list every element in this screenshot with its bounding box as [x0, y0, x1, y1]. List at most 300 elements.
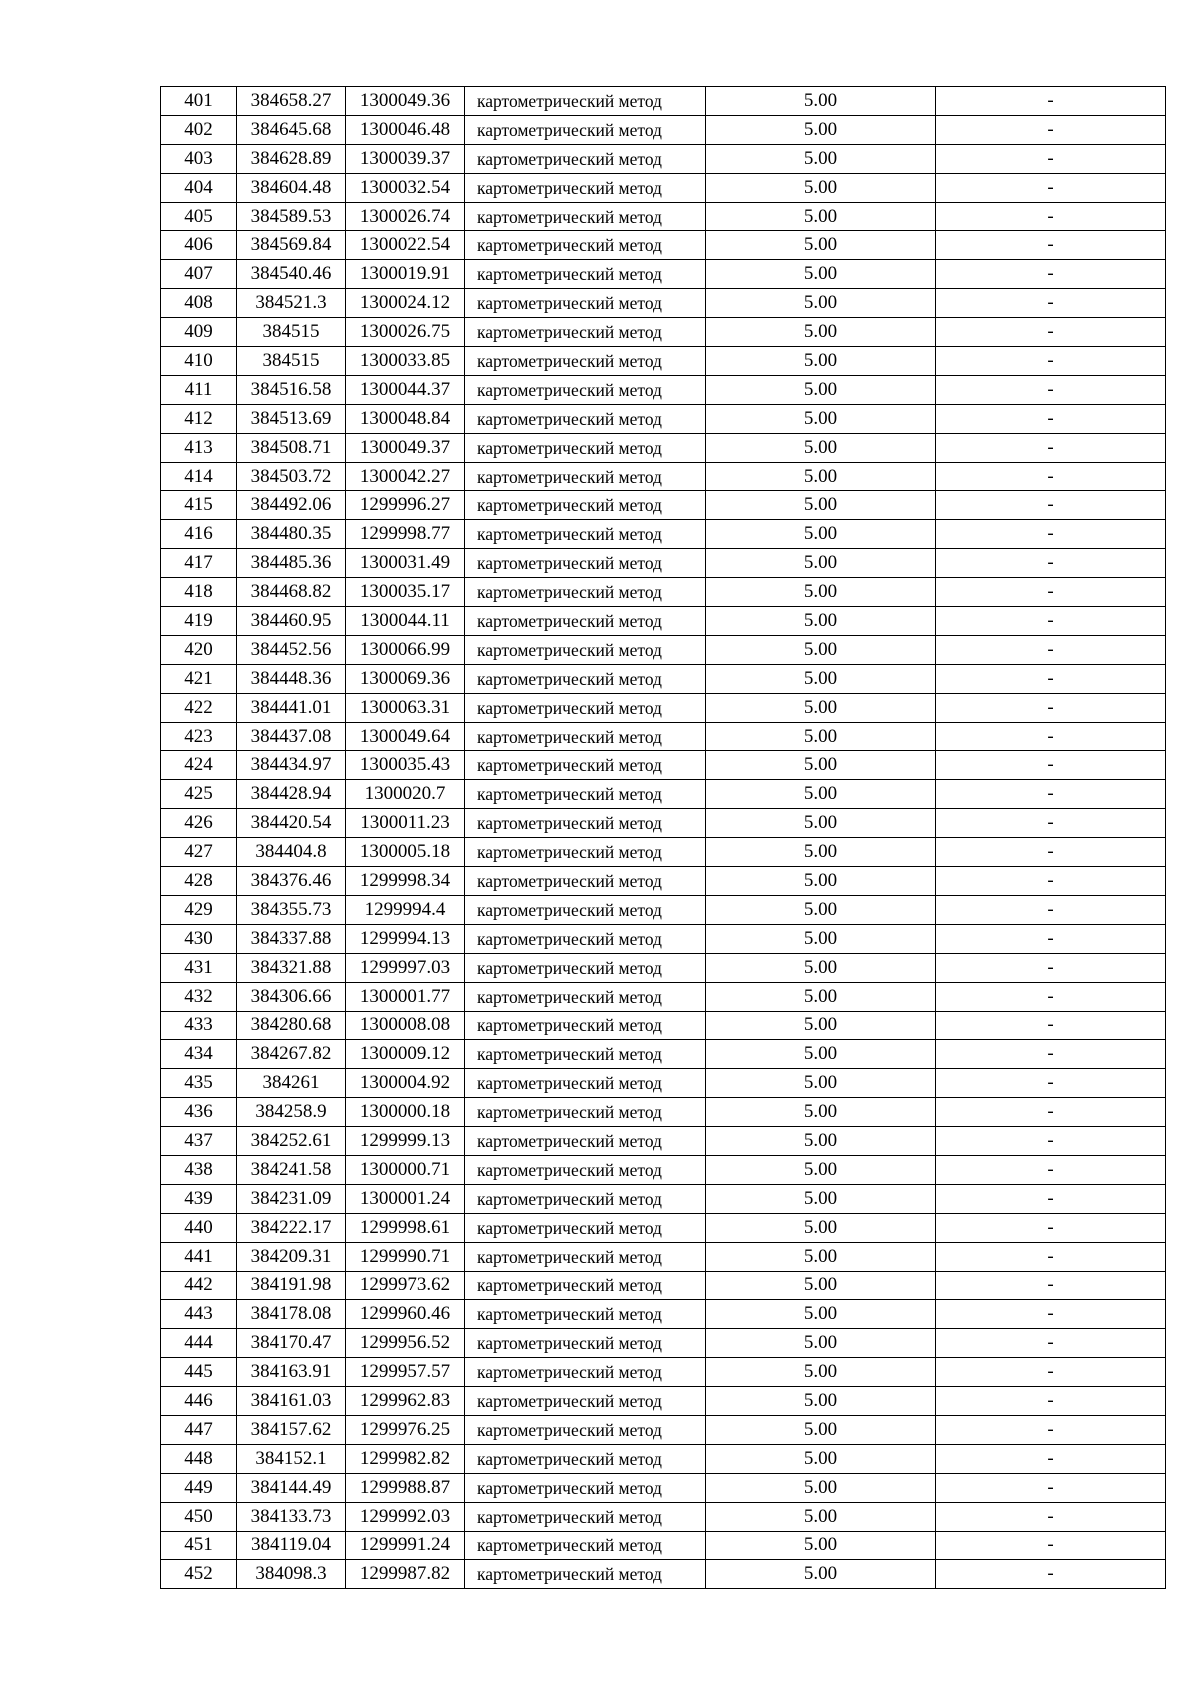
- y-coordinate-cell: 1299998.34: [346, 867, 465, 896]
- note-cell: -: [936, 173, 1166, 202]
- x-coordinate-cell: 384321.88: [237, 953, 346, 982]
- y-coordinate-cell: 1300033.85: [346, 347, 465, 376]
- table-row: [161, 1155, 1166, 1184]
- note-cell: -: [936, 1329, 1166, 1358]
- method-cell: картометрический метод: [465, 1271, 706, 1300]
- note-cell: -: [936, 1242, 1166, 1271]
- y-coordinate-cell: 1300011.23: [346, 809, 465, 838]
- table-row: [161, 433, 1166, 462]
- accuracy-cell: 5.00: [706, 1213, 936, 1242]
- point-number-cell: 402: [161, 115, 237, 144]
- method-cell: картометрический метод: [465, 1329, 706, 1358]
- method-cell: картометрический метод: [465, 202, 706, 231]
- table-row: [161, 1011, 1166, 1040]
- point-number-cell: 412: [161, 404, 237, 433]
- y-coordinate-cell: 1300001.77: [346, 982, 465, 1011]
- accuracy-cell: 5.00: [706, 347, 936, 376]
- method-cell: картометрический метод: [465, 1242, 706, 1271]
- note-cell: -: [936, 1415, 1166, 1444]
- method-cell: картометрический метод: [465, 1011, 706, 1040]
- y-coordinate-cell: 1299994.4: [346, 895, 465, 924]
- y-coordinate-cell: 1300049.37: [346, 433, 465, 462]
- table-row: [161, 635, 1166, 664]
- table-row: [161, 1098, 1166, 1127]
- accuracy-cell: 5.00: [706, 1560, 936, 1589]
- method-cell: картометрический метод: [465, 780, 706, 809]
- x-coordinate-cell: 384241.58: [237, 1155, 346, 1184]
- accuracy-cell: 5.00: [706, 578, 936, 607]
- table-row: [161, 838, 1166, 867]
- x-coordinate-cell: 384569.84: [237, 231, 346, 260]
- table-row: [161, 1040, 1166, 1069]
- point-number-cell: 438: [161, 1155, 237, 1184]
- y-coordinate-cell: 1300048.84: [346, 404, 465, 433]
- y-coordinate-cell: 1299973.62: [346, 1271, 465, 1300]
- note-cell: -: [936, 1069, 1166, 1098]
- y-coordinate-cell: 1300005.18: [346, 838, 465, 867]
- table-row: [161, 867, 1166, 896]
- method-cell: картометрический метод: [465, 867, 706, 896]
- table-row: [161, 520, 1166, 549]
- note-cell: -: [936, 375, 1166, 404]
- table-row: [161, 1069, 1166, 1098]
- table-row: [161, 1502, 1166, 1531]
- method-cell: картометрический метод: [465, 289, 706, 318]
- note-cell: -: [936, 1502, 1166, 1531]
- y-coordinate-cell: 1300019.91: [346, 260, 465, 289]
- x-coordinate-cell: 384480.35: [237, 520, 346, 549]
- table-row: [161, 173, 1166, 202]
- x-coordinate-cell: 384485.36: [237, 549, 346, 578]
- method-cell: картометрический метод: [465, 1098, 706, 1127]
- y-coordinate-cell: 1300032.54: [346, 173, 465, 202]
- accuracy-cell: 5.00: [706, 1531, 936, 1560]
- table-row: [161, 1560, 1166, 1589]
- y-coordinate-cell: 1300039.37: [346, 144, 465, 173]
- note-cell: -: [936, 491, 1166, 520]
- y-coordinate-cell: 1299991.24: [346, 1531, 465, 1560]
- table-row: [161, 1127, 1166, 1156]
- table-row: [161, 1387, 1166, 1416]
- accuracy-cell: 5.00: [706, 1300, 936, 1329]
- point-number-cell: 448: [161, 1444, 237, 1473]
- table-row: [161, 1531, 1166, 1560]
- point-number-cell: 406: [161, 231, 237, 260]
- note-cell: -: [936, 202, 1166, 231]
- point-number-cell: 442: [161, 1271, 237, 1300]
- x-coordinate-cell: 384508.71: [237, 433, 346, 462]
- y-coordinate-cell: 1300020.7: [346, 780, 465, 809]
- note-cell: -: [936, 693, 1166, 722]
- note-cell: -: [936, 1444, 1166, 1473]
- x-coordinate-cell: 384209.31: [237, 1242, 346, 1271]
- y-coordinate-cell: 1300063.31: [346, 693, 465, 722]
- method-cell: картометрический метод: [465, 1069, 706, 1098]
- method-cell: картометрический метод: [465, 578, 706, 607]
- point-number-cell: 427: [161, 838, 237, 867]
- note-cell: -: [936, 1473, 1166, 1502]
- point-number-cell: 410: [161, 347, 237, 376]
- table-row: [161, 1329, 1166, 1358]
- x-coordinate-cell: 384515: [237, 318, 346, 347]
- y-coordinate-cell: 1300044.11: [346, 607, 465, 636]
- x-coordinate-cell: 384515: [237, 347, 346, 376]
- y-coordinate-cell: 1299998.77: [346, 520, 465, 549]
- accuracy-cell: 5.00: [706, 607, 936, 636]
- point-number-cell: 433: [161, 1011, 237, 1040]
- accuracy-cell: 5.00: [706, 289, 936, 318]
- y-coordinate-cell: 1300024.12: [346, 289, 465, 318]
- note-cell: -: [936, 664, 1166, 693]
- x-coordinate-cell: 384144.49: [237, 1473, 346, 1502]
- table-row: [161, 1473, 1166, 1502]
- table-row: [161, 607, 1166, 636]
- accuracy-cell: 5.00: [706, 1155, 936, 1184]
- point-number-cell: 421: [161, 664, 237, 693]
- point-number-cell: 441: [161, 1242, 237, 1271]
- point-number-cell: 449: [161, 1473, 237, 1502]
- table-row: [161, 924, 1166, 953]
- method-cell: картометрический метод: [465, 462, 706, 491]
- x-coordinate-cell: 384191.98: [237, 1271, 346, 1300]
- note-cell: -: [936, 838, 1166, 867]
- point-number-cell: 414: [161, 462, 237, 491]
- method-cell: картометрический метод: [465, 260, 706, 289]
- table-row: [161, 1358, 1166, 1387]
- table-row: [161, 144, 1166, 173]
- table-row: [161, 1300, 1166, 1329]
- note-cell: -: [936, 751, 1166, 780]
- method-cell: картометрический метод: [465, 433, 706, 462]
- accuracy-cell: 5.00: [706, 982, 936, 1011]
- method-cell: картометрический метод: [465, 1473, 706, 1502]
- x-coordinate-cell: 384441.01: [237, 693, 346, 722]
- y-coordinate-cell: 1300046.48: [346, 115, 465, 144]
- y-coordinate-cell: 1300042.27: [346, 462, 465, 491]
- note-cell: -: [936, 1560, 1166, 1589]
- accuracy-cell: 5.00: [706, 1329, 936, 1358]
- table-row: [161, 1444, 1166, 1473]
- x-coordinate-cell: 384628.89: [237, 144, 346, 173]
- accuracy-cell: 5.00: [706, 780, 936, 809]
- x-coordinate-cell: 384231.09: [237, 1184, 346, 1213]
- accuracy-cell: 5.00: [706, 1098, 936, 1127]
- accuracy-cell: 5.00: [706, 231, 936, 260]
- accuracy-cell: 5.00: [706, 751, 936, 780]
- table-row: [161, 953, 1166, 982]
- note-cell: -: [936, 231, 1166, 260]
- accuracy-cell: 5.00: [706, 491, 936, 520]
- point-number-cell: 420: [161, 635, 237, 664]
- table-row: [161, 693, 1166, 722]
- x-coordinate-cell: 384376.46: [237, 867, 346, 896]
- note-cell: -: [936, 1387, 1166, 1416]
- x-coordinate-cell: 384161.03: [237, 1387, 346, 1416]
- table-row: [161, 231, 1166, 260]
- method-cell: картометрический метод: [465, 144, 706, 173]
- point-number-cell: 404: [161, 173, 237, 202]
- point-number-cell: 450: [161, 1502, 237, 1531]
- accuracy-cell: 5.00: [706, 144, 936, 173]
- x-coordinate-cell: 384267.82: [237, 1040, 346, 1069]
- point-number-cell: 432: [161, 982, 237, 1011]
- accuracy-cell: 5.00: [706, 1358, 936, 1387]
- note-cell: -: [936, 87, 1166, 116]
- x-coordinate-cell: 384448.36: [237, 664, 346, 693]
- table-row: [161, 1184, 1166, 1213]
- method-cell: картометрический метод: [465, 520, 706, 549]
- accuracy-cell: 5.00: [706, 924, 936, 953]
- y-coordinate-cell: 1299956.52: [346, 1329, 465, 1358]
- point-number-cell: 411: [161, 375, 237, 404]
- point-number-cell: 418: [161, 578, 237, 607]
- note-cell: -: [936, 1184, 1166, 1213]
- note-cell: -: [936, 635, 1166, 664]
- table-row: [161, 1415, 1166, 1444]
- point-number-cell: 429: [161, 895, 237, 924]
- y-coordinate-cell: 1300001.24: [346, 1184, 465, 1213]
- table-row: [161, 809, 1166, 838]
- method-cell: картометрический метод: [465, 693, 706, 722]
- note-cell: -: [936, 1531, 1166, 1560]
- method-cell: картометрический метод: [465, 1387, 706, 1416]
- note-cell: -: [936, 722, 1166, 751]
- note-cell: -: [936, 1213, 1166, 1242]
- x-coordinate-cell: 384157.62: [237, 1415, 346, 1444]
- point-number-cell: 451: [161, 1531, 237, 1560]
- method-cell: картометрический метод: [465, 607, 706, 636]
- x-coordinate-cell: 384355.73: [237, 895, 346, 924]
- accuracy-cell: 5.00: [706, 433, 936, 462]
- accuracy-cell: 5.00: [706, 87, 936, 116]
- method-cell: картометрический метод: [465, 173, 706, 202]
- table-row: [161, 1213, 1166, 1242]
- accuracy-cell: 5.00: [706, 1387, 936, 1416]
- note-cell: -: [936, 115, 1166, 144]
- y-coordinate-cell: 1299982.82: [346, 1444, 465, 1473]
- note-cell: -: [936, 1358, 1166, 1387]
- x-coordinate-cell: 384437.08: [237, 722, 346, 751]
- table-row: [161, 751, 1166, 780]
- point-number-cell: 425: [161, 780, 237, 809]
- x-coordinate-cell: 384163.91: [237, 1358, 346, 1387]
- point-number-cell: 447: [161, 1415, 237, 1444]
- x-coordinate-cell: 384252.61: [237, 1127, 346, 1156]
- point-number-cell: 430: [161, 924, 237, 953]
- y-coordinate-cell: 1300035.17: [346, 578, 465, 607]
- point-number-cell: 408: [161, 289, 237, 318]
- method-cell: картометрический метод: [465, 404, 706, 433]
- note-cell: -: [936, 1040, 1166, 1069]
- note-cell: -: [936, 1271, 1166, 1300]
- method-cell: картометрический метод: [465, 924, 706, 953]
- method-cell: картометрический метод: [465, 1502, 706, 1531]
- y-coordinate-cell: 1299994.13: [346, 924, 465, 953]
- accuracy-cell: 5.00: [706, 375, 936, 404]
- method-cell: картометрический метод: [465, 347, 706, 376]
- point-number-cell: 415: [161, 491, 237, 520]
- point-number-cell: 437: [161, 1127, 237, 1156]
- accuracy-cell: 5.00: [706, 895, 936, 924]
- note-cell: -: [936, 895, 1166, 924]
- x-coordinate-cell: 384452.56: [237, 635, 346, 664]
- point-number-cell: 452: [161, 1560, 237, 1589]
- method-cell: картометрический метод: [465, 1127, 706, 1156]
- point-number-cell: 409: [161, 318, 237, 347]
- table-row: [161, 982, 1166, 1011]
- y-coordinate-cell: 1300069.36: [346, 664, 465, 693]
- point-number-cell: 426: [161, 809, 237, 838]
- y-coordinate-cell: 1300035.43: [346, 751, 465, 780]
- y-coordinate-cell: 1299996.27: [346, 491, 465, 520]
- accuracy-cell: 5.00: [706, 1444, 936, 1473]
- y-coordinate-cell: 1299957.57: [346, 1358, 465, 1387]
- accuracy-cell: 5.00: [706, 115, 936, 144]
- accuracy-cell: 5.00: [706, 404, 936, 433]
- method-cell: картометрический метод: [465, 953, 706, 982]
- table-row: [161, 722, 1166, 751]
- x-coordinate-cell: 384428.94: [237, 780, 346, 809]
- note-cell: -: [936, 1098, 1166, 1127]
- point-number-cell: 417: [161, 549, 237, 578]
- method-cell: картометрический метод: [465, 1531, 706, 1560]
- y-coordinate-cell: 1299988.87: [346, 1473, 465, 1502]
- x-coordinate-cell: 384604.48: [237, 173, 346, 202]
- y-coordinate-cell: 1300066.99: [346, 635, 465, 664]
- x-coordinate-cell: 384152.1: [237, 1444, 346, 1473]
- table-row: [161, 1271, 1166, 1300]
- point-number-cell: 424: [161, 751, 237, 780]
- x-coordinate-cell: 384645.68: [237, 115, 346, 144]
- coordinates-table-body: [161, 87, 1166, 1589]
- accuracy-cell: 5.00: [706, 635, 936, 664]
- method-cell: картометрический метод: [465, 751, 706, 780]
- method-cell: картометрический метод: [465, 895, 706, 924]
- x-coordinate-cell: 384098.3: [237, 1560, 346, 1589]
- point-number-cell: 422: [161, 693, 237, 722]
- x-coordinate-cell: 384434.97: [237, 751, 346, 780]
- y-coordinate-cell: 1300026.74: [346, 202, 465, 231]
- accuracy-cell: 5.00: [706, 1415, 936, 1444]
- y-coordinate-cell: 1300044.37: [346, 375, 465, 404]
- note-cell: -: [936, 982, 1166, 1011]
- table-row: [161, 202, 1166, 231]
- note-cell: -: [936, 867, 1166, 896]
- accuracy-cell: 5.00: [706, 1473, 936, 1502]
- y-coordinate-cell: 1299960.46: [346, 1300, 465, 1329]
- y-coordinate-cell: 1299997.03: [346, 953, 465, 982]
- table-row: [161, 318, 1166, 347]
- accuracy-cell: 5.00: [706, 953, 936, 982]
- method-cell: картометрический метод: [465, 318, 706, 347]
- x-coordinate-cell: 384222.17: [237, 1213, 346, 1242]
- table-row: [161, 1242, 1166, 1271]
- table-row: [161, 87, 1166, 116]
- point-number-cell: 413: [161, 433, 237, 462]
- accuracy-cell: 5.00: [706, 173, 936, 202]
- point-number-cell: 440: [161, 1213, 237, 1242]
- point-number-cell: 436: [161, 1098, 237, 1127]
- point-number-cell: 431: [161, 953, 237, 982]
- table-row: [161, 375, 1166, 404]
- table-row: [161, 404, 1166, 433]
- note-cell: -: [936, 1300, 1166, 1329]
- x-coordinate-cell: 384492.06: [237, 491, 346, 520]
- table-row: [161, 664, 1166, 693]
- table-row: [161, 549, 1166, 578]
- note-cell: -: [936, 809, 1166, 838]
- y-coordinate-cell: 1299990.71: [346, 1242, 465, 1271]
- x-coordinate-cell: 384261: [237, 1069, 346, 1098]
- note-cell: -: [936, 318, 1166, 347]
- method-cell: картометрический метод: [465, 87, 706, 116]
- table-row: [161, 895, 1166, 924]
- point-number-cell: 401: [161, 87, 237, 116]
- method-cell: картометрический метод: [465, 549, 706, 578]
- x-coordinate-cell: 384337.88: [237, 924, 346, 953]
- y-coordinate-cell: 1300049.64: [346, 722, 465, 751]
- y-coordinate-cell: 1300000.71: [346, 1155, 465, 1184]
- point-number-cell: 405: [161, 202, 237, 231]
- point-number-cell: 435: [161, 1069, 237, 1098]
- method-cell: картометрический метод: [465, 1213, 706, 1242]
- table-row: [161, 491, 1166, 520]
- x-coordinate-cell: 384503.72: [237, 462, 346, 491]
- point-number-cell: 443: [161, 1300, 237, 1329]
- method-cell: картометрический метод: [465, 1040, 706, 1069]
- point-number-cell: 416: [161, 520, 237, 549]
- x-coordinate-cell: 384404.8: [237, 838, 346, 867]
- coordinates-table: [160, 86, 1166, 1589]
- note-cell: -: [936, 924, 1166, 953]
- note-cell: -: [936, 433, 1166, 462]
- note-cell: -: [936, 780, 1166, 809]
- note-cell: -: [936, 520, 1166, 549]
- accuracy-cell: 5.00: [706, 838, 936, 867]
- note-cell: -: [936, 1127, 1166, 1156]
- accuracy-cell: 5.00: [706, 260, 936, 289]
- point-number-cell: 444: [161, 1329, 237, 1358]
- accuracy-cell: 5.00: [706, 1127, 936, 1156]
- accuracy-cell: 5.00: [706, 722, 936, 751]
- x-coordinate-cell: 384468.82: [237, 578, 346, 607]
- x-coordinate-cell: 384133.73: [237, 1502, 346, 1531]
- x-coordinate-cell: 384521.3: [237, 289, 346, 318]
- accuracy-cell: 5.00: [706, 1242, 936, 1271]
- point-number-cell: 446: [161, 1387, 237, 1416]
- method-cell: картометрический метод: [465, 809, 706, 838]
- x-coordinate-cell: 384513.69: [237, 404, 346, 433]
- note-cell: -: [936, 607, 1166, 636]
- point-number-cell: 439: [161, 1184, 237, 1213]
- note-cell: -: [936, 404, 1166, 433]
- method-cell: картометрический метод: [465, 1155, 706, 1184]
- y-coordinate-cell: 1299987.82: [346, 1560, 465, 1589]
- y-coordinate-cell: 1299976.25: [346, 1415, 465, 1444]
- method-cell: картометрический метод: [465, 664, 706, 693]
- method-cell: картометрический метод: [465, 115, 706, 144]
- accuracy-cell: 5.00: [706, 1271, 936, 1300]
- accuracy-cell: 5.00: [706, 520, 936, 549]
- x-coordinate-cell: 384119.04: [237, 1531, 346, 1560]
- method-cell: картометрический метод: [465, 838, 706, 867]
- point-number-cell: 423: [161, 722, 237, 751]
- note-cell: -: [936, 462, 1166, 491]
- table-row: [161, 780, 1166, 809]
- y-coordinate-cell: 1300026.75: [346, 318, 465, 347]
- note-cell: -: [936, 549, 1166, 578]
- accuracy-cell: 5.00: [706, 462, 936, 491]
